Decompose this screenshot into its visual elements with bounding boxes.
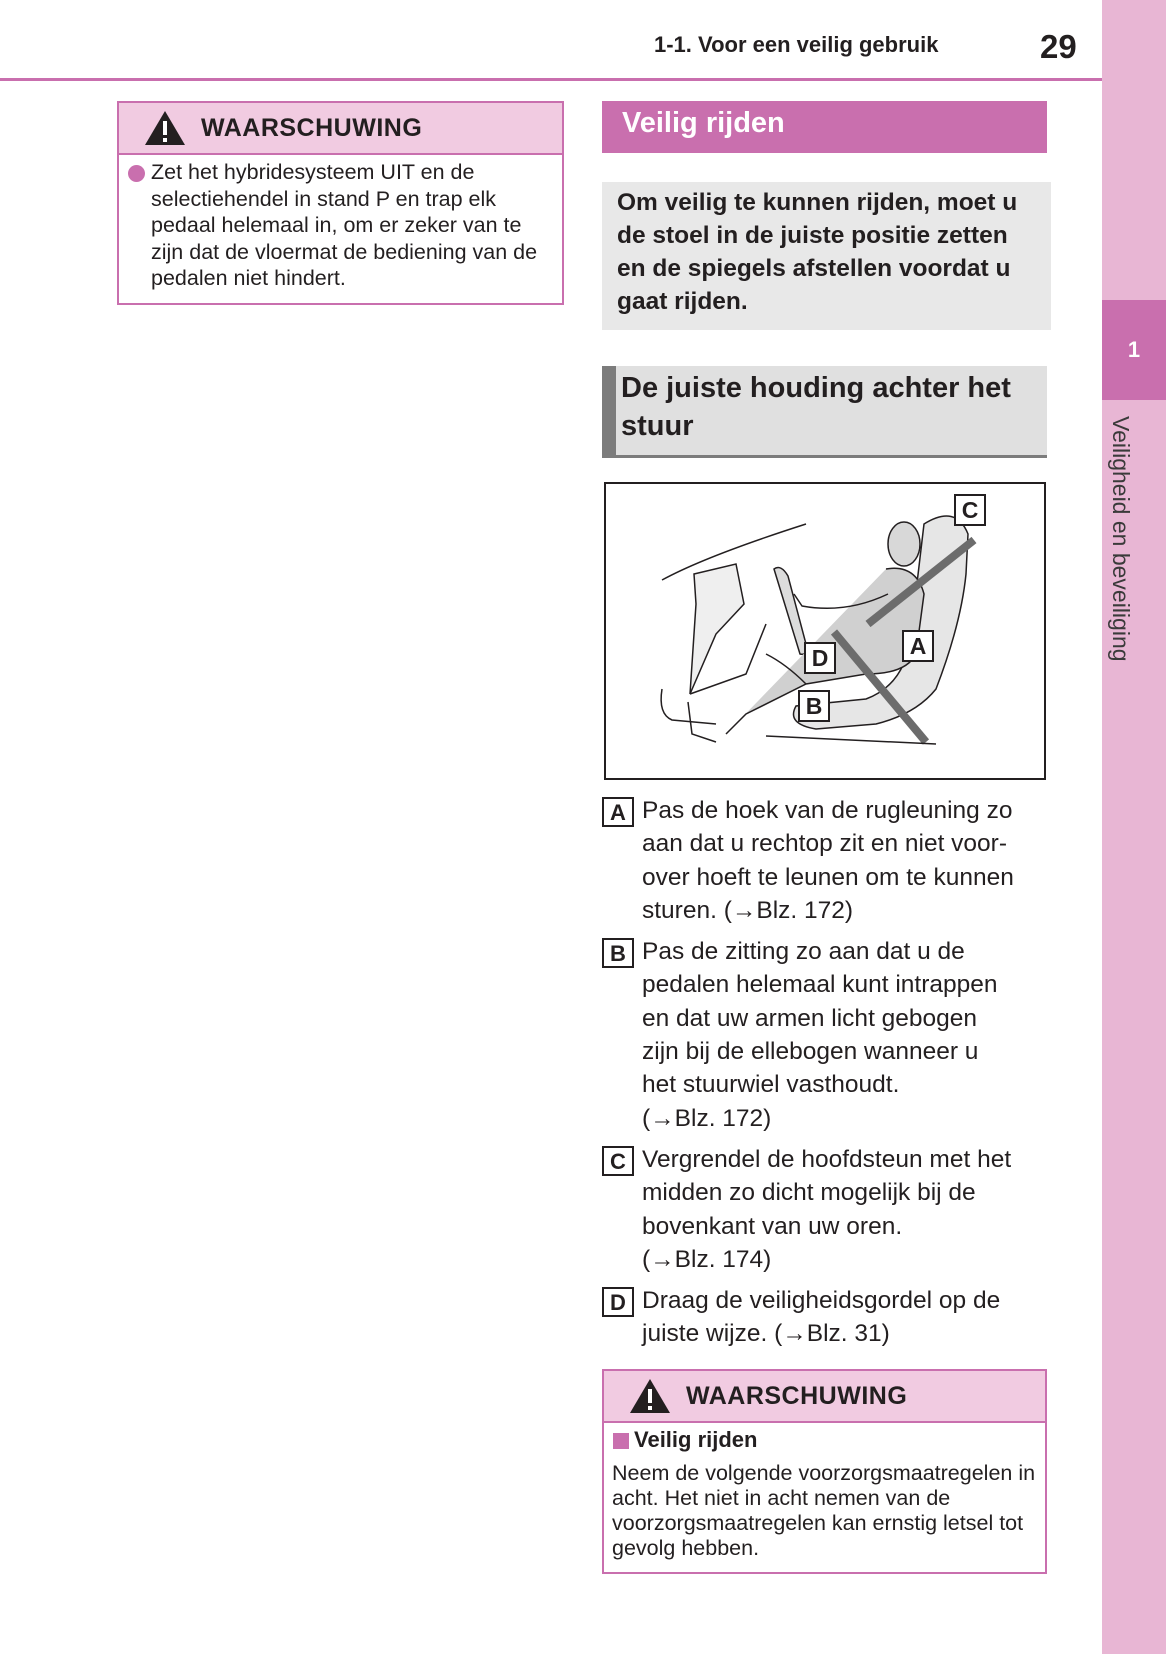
item-line: en dat uw armen licht gebogen (642, 1004, 978, 1032)
item-line: het stuurwiel vasthoudt. (642, 1071, 900, 1099)
list-item (602, 935, 1062, 1135)
warning-header (119, 103, 562, 155)
figure-label-d: D (804, 642, 836, 674)
side-strip (1102, 0, 1166, 1654)
seating-position-illustration (604, 482, 1046, 780)
subsection-heading-line: De juiste houding achter het (621, 372, 1011, 404)
bullet-dot-icon (128, 165, 145, 182)
item-line: Draag de veiligheidsgordel op de (642, 1287, 1001, 1315)
warning-title: WAARSCHUWING (201, 113, 423, 142)
list-item (602, 794, 1062, 927)
item-line: Pas de zitting zo aan dat u de (642, 938, 965, 966)
item-line: pedalen helemaal kunt intrappen (642, 971, 998, 999)
item-line: zijn bij de ellebogen wanneer u (642, 1038, 979, 1066)
warning-triangle-icon (628, 1377, 672, 1415)
figure-label-a: A (902, 630, 934, 662)
header-rule (0, 78, 1102, 81)
driver-seat-drawing (606, 484, 1044, 778)
subsection-heading-line: stuur (621, 410, 694, 442)
warning-box-driving (602, 1369, 1047, 1574)
item-line: bovenkant van uw oren. (642, 1212, 903, 1240)
warning-text: Zet het hybridesysteem UIT en de selectiehendel in stand P en trap elk pedaal helemaal in, om er zeker van te zijn dat de vloermat de bediening van de pedalen niet hindert. (151, 160, 538, 290)
warning-box-pedals (117, 101, 564, 305)
instruction-list (602, 794, 1062, 1359)
warning-subtitle: Veilig rijden (634, 1427, 758, 1452)
item-badge: C (602, 1146, 634, 1176)
warning-text: Neem de volgende voorzorgsmaatregelen in acht. Het niet in acht nemen van de voorzorgsmaatregelen kan ernstig letsel tot gevolg hebben. (612, 1461, 1036, 1560)
warning-header (604, 1371, 1045, 1423)
list-item (602, 1143, 1062, 1276)
item-line: (→Blz. 172) (642, 1104, 772, 1132)
item-badge: B (602, 938, 634, 968)
warning-title: WAARSCHUWING (686, 1381, 908, 1410)
list-item (602, 1284, 1062, 1351)
section-header-title: 1-1. Voor een veilig gebruik (654, 32, 939, 57)
item-line: Vergrendel de hoofdsteun met het (642, 1145, 1012, 1173)
item-line: midden zo dicht mogelijk bij de (642, 1179, 976, 1207)
page-number: 29 (1040, 28, 1077, 65)
subsection-heading (602, 366, 1047, 458)
section-heading: Veilig rijden (602, 101, 1047, 153)
item-line: juiste wijze. (→Blz. 31) (642, 1320, 890, 1348)
item-badge: D (602, 1287, 634, 1317)
item-line: Pas de hoek van de rugleuning zo (642, 797, 1013, 824)
chapter-tab: 1 (1102, 300, 1166, 400)
item-badge: A (602, 797, 634, 827)
square-bullet-icon (613, 1433, 629, 1449)
figure-label-b: B (798, 690, 830, 722)
item-line: aan dat u rechtop zit en niet voor- (642, 830, 1007, 858)
figure-label-c: C (954, 494, 986, 526)
item-line: (→Blz. 174) (642, 1245, 772, 1273)
chapter-title-vertical: Veiligheid en beveiliging (1108, 416, 1134, 662)
warning-triangle-icon (143, 109, 187, 147)
item-line: over hoeft te leunen om te kunnen (642, 863, 1014, 891)
item-line: sturen. (→Blz. 172) (642, 896, 854, 924)
section-intro: Om veilig te kunnen rijden, moet u de stoel in de juiste positie zetten en de spiegels afstellen voordat u gaat rijden. (602, 182, 1051, 330)
